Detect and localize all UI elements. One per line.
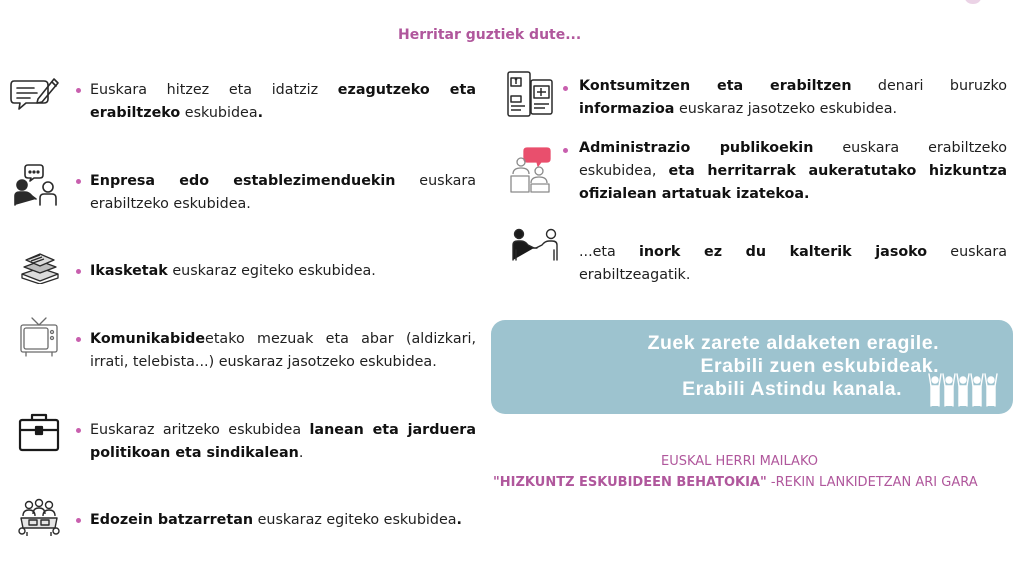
body-text: Euskara hitzez eta idatziz	[90, 82, 338, 98]
emphasis-text: .	[456, 512, 462, 528]
emphasis-text: ezagutzeko eta erabiltzeko	[90, 82, 476, 121]
left-item-2	[90, 170, 476, 216]
organization-name: "HIZKUNTZ ESKUBIDEEN BEHATOKIA"	[493, 475, 767, 490]
emphasis-text: informazioa	[579, 101, 675, 117]
emphasis-text: Kontsumitzen eta erabiltzen	[579, 78, 852, 94]
emphasis-text: inork ez du kalterik jasoko	[638, 244, 928, 260]
left-item-3	[90, 260, 476, 283]
people-talking-icon	[12, 163, 60, 207]
banner-line-2: Erabili zuen eskubideak.	[700, 355, 939, 377]
emphasis-text: Administrazio publikoekin	[579, 140, 814, 156]
footer-line-1: EUSKAL HERRI MAILAKO	[661, 454, 818, 469]
emphasis-text: .	[257, 105, 264, 121]
bullet-dot	[76, 518, 81, 523]
briefcase-icon	[18, 412, 60, 452]
product-info-icon	[507, 70, 553, 118]
right-item-2	[579, 137, 1007, 206]
books-icon	[18, 250, 60, 284]
handshake-icon	[511, 228, 559, 262]
body-text: ...eta	[579, 244, 639, 260]
speech-pencil-icon	[10, 75, 60, 113]
bullet-dot	[76, 337, 81, 342]
body-text: .	[298, 445, 304, 461]
emphasis-text: eta herritarrak aukeratutako hizkuntza ofizialean artatuak izatekoa.	[579, 163, 1007, 202]
bullet-dot	[76, 269, 81, 274]
meeting-table-icon	[17, 498, 61, 538]
emphasis-text: Edozein batzarretan	[90, 512, 254, 528]
body-text: euskara erabiltzeko eskubidea,	[579, 140, 1007, 179]
bullet-dot	[563, 148, 568, 153]
emphasis-text: Komunikabide	[90, 331, 206, 347]
raised-hands-group-icon	[928, 372, 1008, 412]
body-text: denari buruzko	[851, 78, 1007, 94]
left-item-6	[90, 509, 476, 532]
left-item-4	[90, 328, 476, 374]
administration-dialog-icon	[509, 146, 551, 194]
banner-line-1: Zuek zarete aldaketen eragile.	[647, 332, 939, 354]
body-text: eskubidea	[180, 105, 258, 121]
call-to-action-banner	[491, 320, 1013, 414]
body-text: euskara erabiltzeagatik.	[579, 244, 1008, 283]
bullet-dot	[76, 428, 81, 433]
page-heading: Herritar guztiek dute...	[398, 27, 582, 43]
footer-line-2-rest: -REKIN LANKIDETZAN ARI GARA	[766, 475, 978, 490]
television-icon	[19, 316, 59, 358]
body-text: Euskaraz aritzeko eskubidea	[90, 422, 310, 438]
right-item-3	[579, 241, 1007, 287]
body-text: euskaraz egiteko eskubidea	[253, 512, 457, 528]
right-item-1	[579, 75, 1007, 121]
footer-line-2	[493, 475, 978, 490]
banner-line-3: Erabili Astindu kanala.	[682, 378, 902, 400]
bullet-dot	[563, 86, 568, 91]
body-text: euskaraz jasotzeko eskubidea.	[674, 101, 898, 117]
corner-decoration	[965, 0, 981, 4]
bullet-dot	[76, 88, 81, 93]
emphasis-text: Enpresa edo establezimenduekin	[90, 173, 396, 189]
bullet-dot	[76, 179, 81, 184]
emphasis-text: Ikasketak	[90, 263, 168, 279]
emphasis-text: lanean eta jarduera politikoan eta sindikalean	[90, 422, 476, 461]
body-text: etako mezuak eta abar (aldizkari, irrati, telebista...) euskaraz jasotzeko eskubidea.	[90, 331, 476, 370]
body-text: euskaraz egiteko eskubidea.	[167, 263, 376, 279]
left-right-item-1	[90, 79, 476, 125]
body-text: euskara erabiltzeko eskubidea.	[90, 173, 477, 212]
left-item-5	[90, 419, 476, 465]
